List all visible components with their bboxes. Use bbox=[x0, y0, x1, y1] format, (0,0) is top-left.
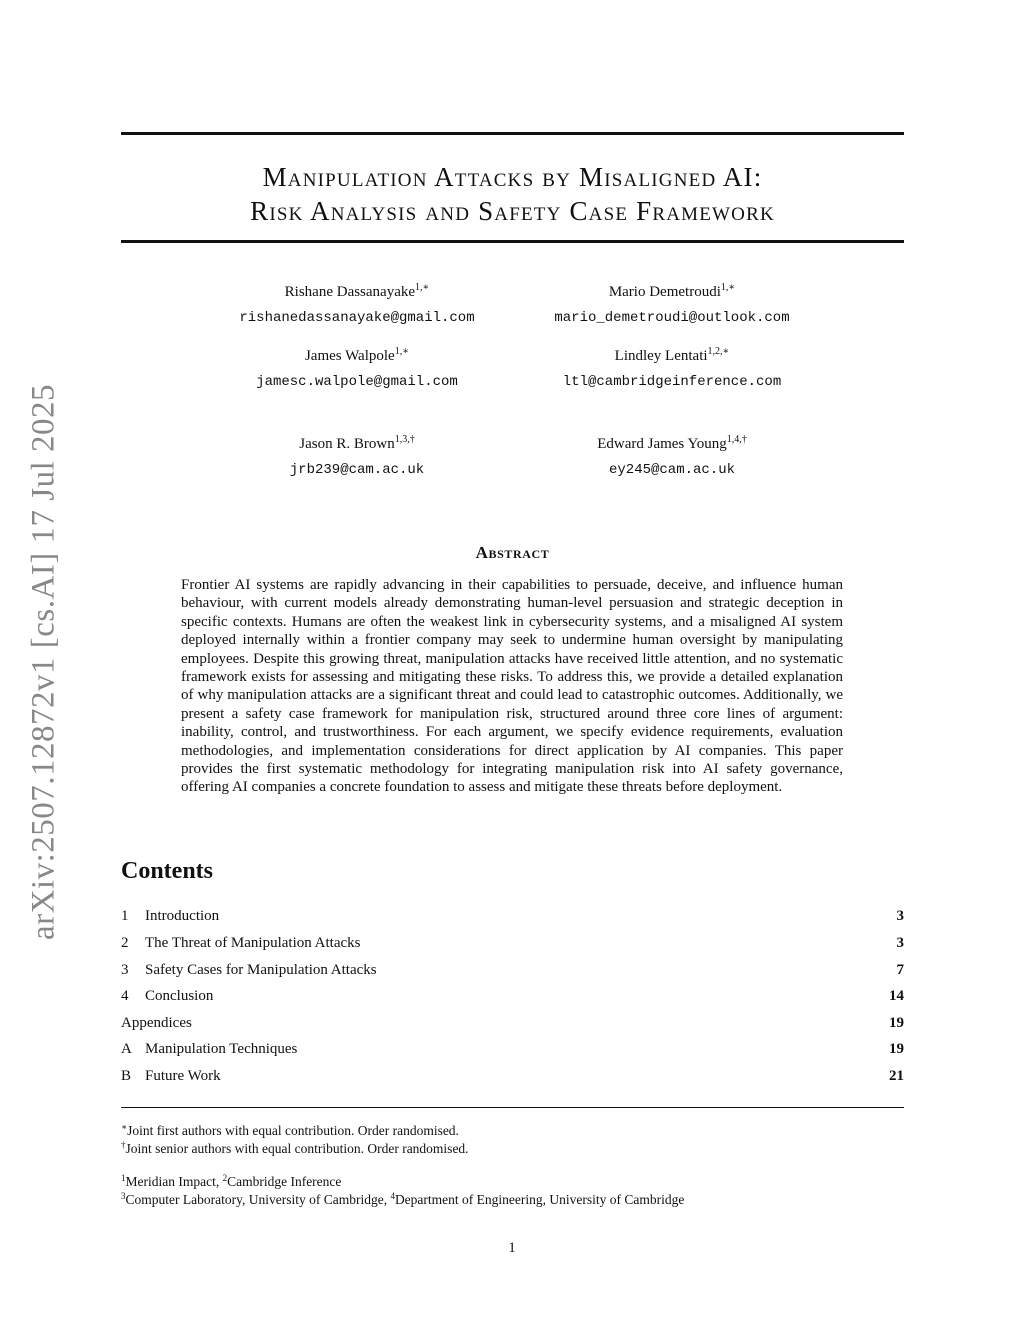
author-name: Edward James Young$^{1,4,\dagger}$ bbox=[597, 434, 747, 452]
author-email: ltl@cambridgeinference.com bbox=[562, 374, 782, 390]
toc-entry-page: 19 bbox=[889, 1041, 904, 1057]
toc-entry[interactable] bbox=[121, 933, 904, 953]
author-block bbox=[482, 347, 862, 390]
toc-entry[interactable] bbox=[121, 960, 904, 980]
toc-entry[interactable] bbox=[121, 1066, 904, 1086]
title-rule-top bbox=[121, 132, 904, 135]
author-name: Rishane Dassanayake$^{1,∗}$ bbox=[284, 282, 430, 300]
toc-entry-number: 4 bbox=[121, 988, 129, 1004]
toc-entry[interactable] bbox=[121, 1013, 904, 1033]
toc-entry-number: A bbox=[121, 1041, 132, 1057]
author-block bbox=[482, 283, 862, 326]
footnote-affiliations-2: $^3$Computer Laboratory, University of Cambridge, $^4$Department of Engineering, University of Cambridge bbox=[121, 1191, 685, 1207]
author-name: Mario Demetroudi$^{1,∗}$ bbox=[608, 282, 736, 300]
abstract-heading: Abstract bbox=[475, 543, 550, 562]
title-rule-bottom bbox=[121, 240, 904, 243]
footnote-divider bbox=[121, 1107, 904, 1108]
toc-entry-title: Safety Cases for Manipulation Attacks bbox=[145, 962, 377, 978]
author-email: ey245@cam.ac.uk bbox=[608, 462, 736, 478]
author-name: Jason R. Brown$^{1,3,\dagger}$ bbox=[299, 434, 415, 452]
author-name: Lindley Lentati$^{1,2,∗}$ bbox=[614, 346, 730, 364]
toc-entry-title: Appendices bbox=[121, 1015, 192, 1031]
footnote-joint-first: ∗Joint first authors with equal contribution. Order randomised. bbox=[121, 1122, 459, 1138]
abstract-text: Frontier AI systems are rapidly advancing in their capabilities to persuade, deceive, and influence human behaviour, with current models already demonstrating human-level persuasion and strategic deception in specific contexts. Humans are often the weakest link in cybersecurity systems, and a misaligned AI system deployed internally within a frontier company may seek to undermine human oversight by manipulating employees. Despite this growing threat, manipulation attacks have received little attention, and no systematic framework exists for assessing and mitigating these risks. To address this, we provide a detailed explanation of why manipulation attacks are a significant threat and could lead to catastrophic outcomes. Additionally, we present a safety case framework for manipulation risk, structured around three core lines of argument: inability, control, and trustworthiness. For each argument, we specify evidence requirements, evaluation methodologies, and implementation considerations for direct application by AI companies. This paper provides the first systematic methodology for integrating manipulation risk into AI safety governance, offering AI companies a concrete foundation to assess and mitigate these threats before deployment. bbox=[181, 577, 843, 796]
toc-entry-number: 2 bbox=[121, 935, 129, 951]
toc-entry-page: 3 bbox=[896, 935, 904, 951]
author-email: rishanedassanayake@gmail.com bbox=[239, 310, 475, 326]
author-email: jrb239@cam.ac.uk bbox=[289, 462, 425, 478]
contents-heading: Contents bbox=[121, 858, 214, 884]
toc-entry-title: Manipulation Techniques bbox=[145, 1041, 298, 1057]
toc-entry-number: 3 bbox=[121, 962, 129, 978]
toc-entry-page: 14 bbox=[889, 988, 904, 1004]
toc-entry-page: 7 bbox=[896, 962, 904, 978]
arxiv-identifier-stamp: arXiv:2507.12872v1 [cs.AI] 17 Jul 2025 bbox=[25, 383, 62, 941]
footnote-joint-senior: †Joint senior authors with equal contribution. Order randomised. bbox=[121, 1140, 469, 1156]
toc-entry-page: 19 bbox=[889, 1015, 904, 1031]
author-block bbox=[482, 435, 862, 478]
page-number: 1 bbox=[508, 1240, 516, 1256]
paper-title-line-1: Manipulation Attacks by Misaligned AI: bbox=[262, 162, 763, 192]
toc-entry[interactable] bbox=[121, 1039, 904, 1059]
toc-entry-number: B bbox=[121, 1068, 132, 1084]
footnote-affiliations-1: $^1$Meridian Impact, $^2$Cambridge Inference bbox=[121, 1173, 342, 1189]
author-email: mario_demetroudi@outlook.com bbox=[554, 310, 790, 326]
toc-entry-page: 3 bbox=[896, 908, 904, 924]
author-name: James Walpole$^{1,∗}$ bbox=[304, 346, 410, 364]
toc-entry[interactable] bbox=[121, 986, 904, 1006]
paper-title-line-2: Risk Analysis and Safety Case Framework bbox=[250, 196, 775, 226]
toc-entry[interactable] bbox=[121, 906, 904, 926]
toc-entry-number: 1 bbox=[121, 908, 129, 924]
toc-entry-title: Future Work bbox=[145, 1068, 221, 1084]
toc-entry-title: Conclusion bbox=[145, 988, 214, 1004]
toc-entry-page: 21 bbox=[889, 1068, 904, 1084]
author-email: jamesc.walpole@gmail.com bbox=[256, 374, 458, 390]
toc-entry-title: The Threat of Manipulation Attacks bbox=[145, 935, 361, 951]
toc-entry-title: Introduction bbox=[145, 908, 220, 924]
